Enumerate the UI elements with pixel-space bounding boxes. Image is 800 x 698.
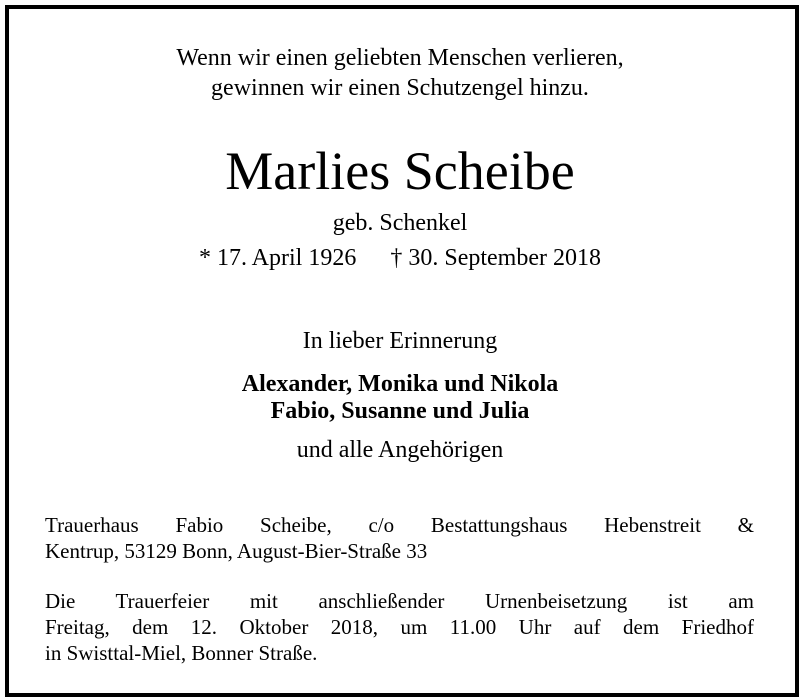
mourners-line-2: Fabio, Susanne und Julia: [270, 398, 530, 424]
birth-name: geb. Schenkel: [332, 210, 468, 236]
deceased-name: Marlies Scheibe: [225, 141, 575, 201]
mourners-names: [0, 371, 800, 425]
mourning-house-line-1: Trauerhaus Fabio Scheibe, c/o Bestattungshaus Hebenstreit &: [45, 513, 754, 537]
verse-line-2: gewinnen wir einen Schutzengel hinzu.: [211, 75, 589, 101]
ceremony-line-3: in Swisttal-Miel, Bonner Straße.: [45, 641, 318, 665]
death-date: † 30. September 2018: [390, 245, 601, 271]
ceremony-line-1: Die Trauerfeier mit anschließender Urnenbeisetzung ist am: [45, 589, 754, 613]
ceremony-line-2: Freitag, dem 12. Oktober 2018, um 11.00 Uhr auf dem Friedhof: [45, 615, 754, 639]
memorial-verse: [0, 43, 800, 103]
other-relatives: und alle Angehörigen: [296, 437, 504, 463]
life-dates: [0, 243, 800, 273]
mourning-house-line-2: Kentrup, 53129 Bonn, August-Bier-Straße 33: [45, 539, 428, 563]
funeral-ceremony-info: [45, 588, 754, 666]
mourning-house-info: [45, 512, 754, 564]
birth-date: * 17. April 1926: [199, 245, 357, 271]
mourners-line-1: Alexander, Monika und Nikola: [241, 371, 559, 397]
memory-line: In lieber Erinnerung: [302, 328, 498, 354]
verse-line-1: Wenn wir einen geliebten Menschen verlieren,: [176, 45, 624, 71]
